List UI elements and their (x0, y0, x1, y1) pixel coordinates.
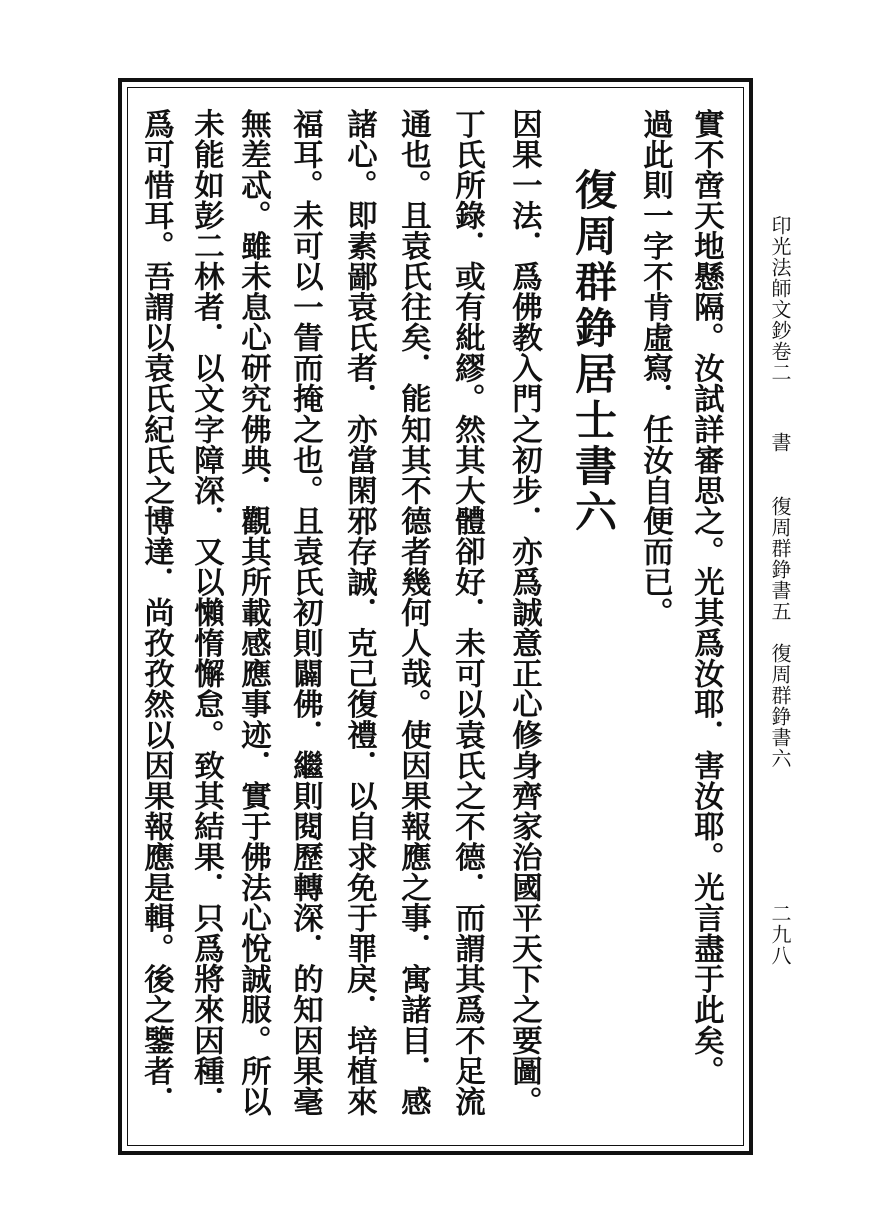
text-column-10: 爲可惜耳。吾謂以袁氏紀氏之博達．尚孜孜然以因果報應是輯。後之鑒者． (138, 108, 175, 1117)
letter-title: 復周群錚居士書六 (569, 168, 618, 536)
header-letters: 復周群錚書五 復周群錚書六 (768, 496, 792, 769)
text-column-1: 實不啻天地懸隔。汝試詳審思之。光其爲汝耶．害汝耶。光言盡于此矣。 (688, 108, 725, 1086)
text-column-2: 過此則一字不肯虛寫．任汝自便而已。 (637, 108, 674, 628)
text-column-5: 通也。且袁氏往矣．能知其不德者幾何人哉。使因果報應之事．寓諸目．感 (395, 108, 432, 1117)
text-column-3: 因果一法．爲佛教入門之初步．亦爲誠意正心修身齊家治國平天下之要圖。 (506, 108, 543, 1117)
text-column-6: 諸心。即素鄙袁氏者．亦當閑邪存誠．克己復禮．以自求免于罪戾．培植來 (341, 108, 378, 1117)
running-header (770, 215, 790, 769)
text-column-9: 未能如彭二林者．以文字障深．又以懶惰懈怠。致其結果．只爲將來因種． (188, 108, 225, 1117)
header-book-title: 印光法師文鈔卷二 (768, 215, 792, 383)
page-number: 二九八 (768, 903, 792, 966)
text-column-8: 無差忒。雖未息心研究佛典．觀其所載感應事迹．實于佛法心悅誠服。所以 (235, 108, 272, 1117)
text-column-7: 福耳。未可以一眚而掩之也。且袁氏初則闢佛．繼則閱歷轉深．的知因果毫 (287, 108, 324, 1117)
text-column-4: 丁氏所錄．或有紕繆。然其大體卻好．未可以袁氏之不德．而謂其爲不足流 (449, 108, 486, 1117)
header-section: 書 (768, 432, 792, 453)
